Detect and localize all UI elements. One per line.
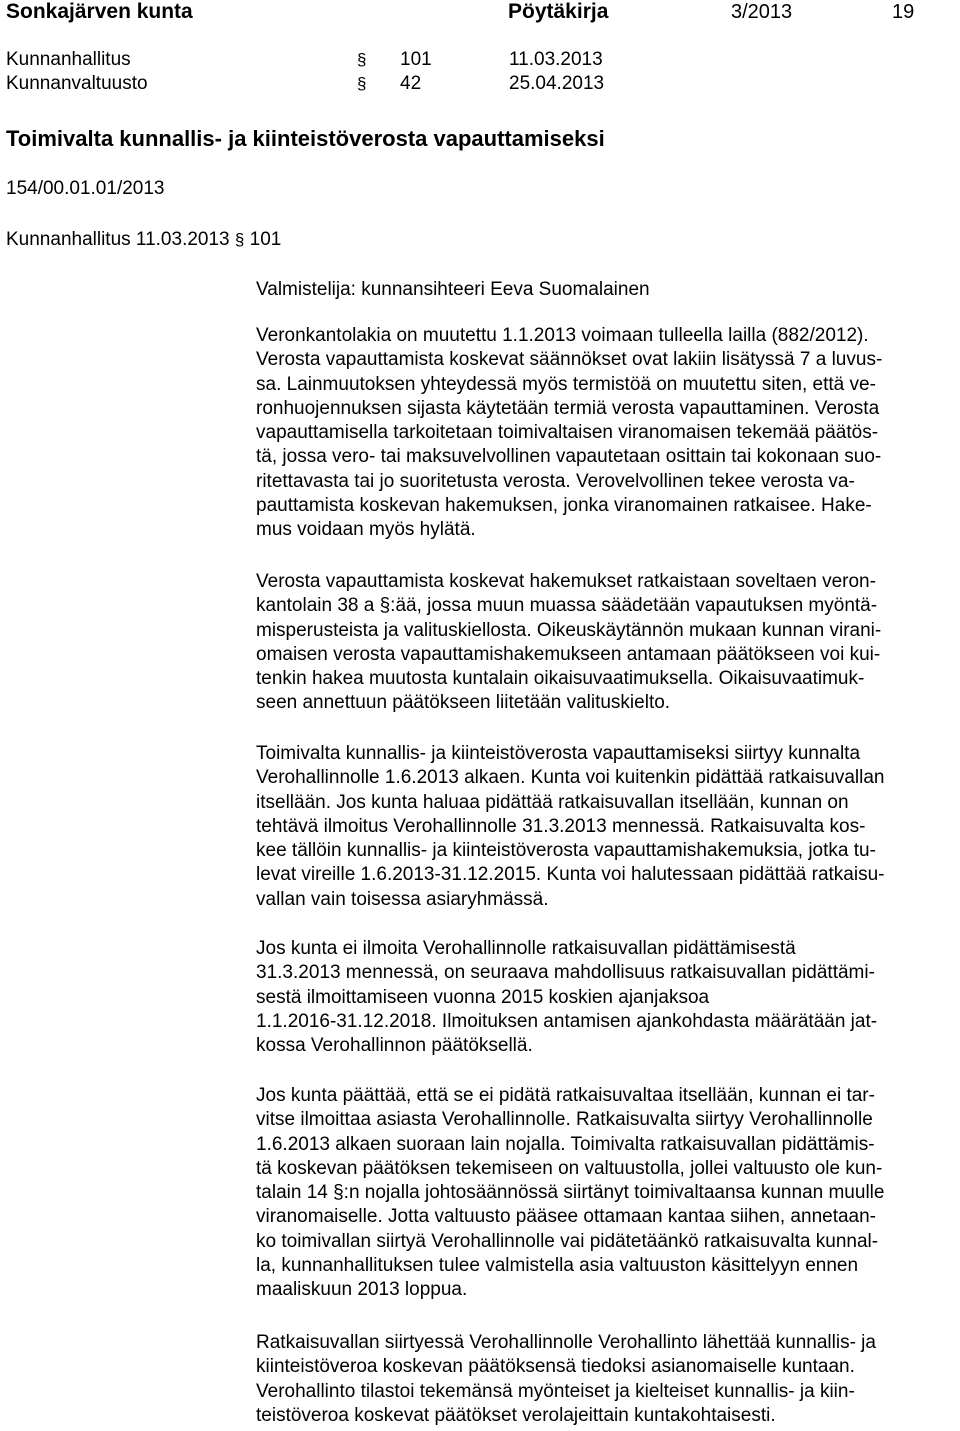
- meeting-date-2: 25.04.2013: [509, 73, 605, 94]
- paragraph-line: sa. Lainmuutoksen yhteydessä myös termistöä on muutettu siten, että ve-: [256, 373, 876, 395]
- paragraph-line: tä, jossa vero- tai maksuvelvollinen vapautetaan osittain tai kokonaan suo-: [256, 446, 882, 468]
- paragraph-line: misperusteista ja valituskiellosta. Oikeuskäytännön mukaan kunnan virani-: [256, 619, 882, 641]
- paragraph-line: 1.6.2013 alkaen suoraan lain nojalla. Toimivalta ratkaisuvallan pidättämis-: [256, 1133, 875, 1155]
- meeting-section-2: 42: [400, 73, 422, 94]
- paragraph-line: Verosta vapauttamista koskevat hakemukset ratkaistaan soveltaen veron-: [256, 571, 876, 592]
- paragraph-line: ko toimivallan siirtyä Verohallinnolle vai pidätetäänkö ratkaisuvalta kunnal-: [256, 1230, 879, 1252]
- paragraph-line: Verohallinnolle 1.6.2013 alkaen. Kunta voi kuitenkin pidättää ratkaisuvallan: [256, 767, 885, 789]
- paragraph-line: tehtävä ilmoitus Verohallinnolle 31.3.2013 mennessä. Ratkaisuvalta kos-: [256, 815, 866, 837]
- paragraph-line: vitse ilmoittaa asiasta Verohallinnolle. Ratkaisuvalta siirtyy Verohallinnolle: [256, 1109, 873, 1131]
- paragraph-line: sestä ilmoittamiseen vuonna 2015 koskien ajanjaksoa: [256, 986, 710, 1008]
- paragraph-line: vapauttamisella tarkoitetaan toimivaltaisen viranomaisen tekemää päätös-: [256, 422, 879, 444]
- paragraph-line: kossa Verohallinnon päätöksellä.: [256, 1035, 533, 1057]
- paragraph-line: Veronkantolakia on muutettu 1.1.2013 voimaan tulleella lailla (882/2012).: [256, 325, 869, 346]
- paragraph-line: seen annettuun päätökseen liitetään valituskielto.: [256, 692, 671, 714]
- paragraph-line: ritettavasta tai jo suoritetusta verosta. Verovelvollinen tekee verosta va-: [256, 470, 855, 492]
- paragraph-line: Verohallinto tilastoi tekemänsä myönteiset ja kielteiset kunnallis- ja kiin-: [256, 1380, 855, 1402]
- meeting-body-2: Kunnanvaltuusto: [6, 73, 148, 94]
- meeting-section-1: 101: [400, 49, 432, 70]
- page-number: 19: [892, 1, 915, 23]
- paragraph-line: mus voidaan myös hylätä.: [256, 519, 476, 541]
- paragraph-line: Jos kunta ei ilmoita Verohallinnolle ratkaisuvallan pidättämisestä: [256, 938, 796, 959]
- meeting-body-1: Kunnanhallitus: [6, 49, 131, 70]
- paragraph-3: [256, 742, 884, 912]
- paragraph-line: kee tällöin kunnallis- ja kiinteistöverosta vapauttamishakemuksia, jotka tu-: [256, 840, 876, 862]
- paragraph-line: tenkin hakea muutosta kuntalain oikaisuvaatimuksella. Oikaisuvaatimuk-: [256, 668, 865, 690]
- section-icon: §: [357, 50, 367, 69]
- paragraph-line: kantolain 38 a §:ää, jossa muun muassa säädetään vapautuksen myöntä-: [256, 595, 878, 617]
- document-type: Pöytäkirja: [508, 0, 609, 23]
- section-icon: §: [357, 74, 367, 93]
- paragraph-line: Ratkaisuvallan siirtyessä Verohallinnolle Verohallinto lähettää kunnallis- ja: [256, 1332, 876, 1353]
- paragraph-line: maaliskuun 2013 loppua.: [256, 1279, 468, 1301]
- paragraph-line: tä koskevan päätöksen tekemiseen on valtuustolla, jollei valtuusto ole kun-: [256, 1157, 883, 1179]
- paragraph-line: teistöveroa koskevat päätökset verolajeittain kuntakohtaisesti.: [256, 1404, 776, 1426]
- paragraph-1: [256, 324, 882, 543]
- paragraph-line: 1.1.2016-31.12.2018. Ilmoituksen antamisen ajankohdasta määrätään jat-: [256, 1010, 878, 1032]
- paragraph-line: pauttamista koskevan hakemuksen, jonka viranomainen ratkaisee. Hake-: [256, 495, 872, 517]
- paragraph-6: [256, 1331, 876, 1428]
- section-icon: §: [234, 230, 245, 249]
- meeting-reference-text: Kunnanhallitus 11.03.2013: [6, 229, 230, 250]
- paragraph-line: Toimivalta kunnallis- ja kiinteistöverosta vapauttamiseksi siirtyy kunnalta: [256, 743, 861, 764]
- paragraph-line: Jos kunta päättää, että se ei pidätä ratkaisuvaltaa itsellään, kunnan ei tar-: [256, 1085, 875, 1106]
- municipality-name: Sonkajärven kunta: [6, 0, 193, 23]
- paragraph-line: viranomaiselle. Jotta valtuusto pääsee ottamaan kantaa siihen, annetaan-: [256, 1206, 877, 1228]
- meeting-date-1: 11.03.2013: [509, 49, 603, 70]
- paragraph-line: la, kunnanhallituksen tulee valmistella asia valtuuston käsittelyyn ennen: [256, 1255, 859, 1277]
- preparer: Valmistelija: kunnansihteeri Eeva Suomalainen: [256, 279, 650, 300]
- paragraph-line: itsellään. Jos kunta haluaa pidättää ratkaisuvallan itsellään, kunnan on: [256, 791, 849, 813]
- paragraph-2: [256, 570, 881, 716]
- archive-code: 154/00.01.01/2013: [6, 178, 165, 199]
- meeting-reference: [6, 229, 281, 251]
- paragraph-4: [256, 937, 877, 1058]
- paragraph-line: Verosta vapauttamista koskevat säännökset ovat lakiin lisätyssä 7 a luvus-: [256, 349, 883, 371]
- paragraph-line: levat vireille 1.6.2013-31.12.2015. Kunta voi halutessaan pidättää ratkaisu-: [256, 864, 885, 886]
- paragraph-line: vallan vain toisessa asiaryhmässä.: [256, 888, 549, 910]
- paragraph-5: [256, 1084, 884, 1303]
- agenda-title: Toimivalta kunnallis- ja kiinteistöverosta vapauttamiseksi: [6, 126, 605, 151]
- meeting-reference-section: 101: [249, 229, 282, 250]
- document-number: 3/2013: [731, 1, 793, 23]
- paragraph-line: 31.3.2013 mennessä, on seuraava mahdollisuus ratkaisuvallan pidättämi-: [256, 962, 875, 984]
- paragraph-line: talain 14 §:n nojalla johtosäännössä siirtänyt toimivaltaansa kunnan muulle: [256, 1182, 885, 1204]
- paragraph-line: kiinteistöveroa koskevan päätöksensä tiedoksi asianomaiselle kuntaan.: [256, 1356, 855, 1378]
- paragraph-line: omaisen verosta vapauttamishakemukseen antamaan päätökseen voi kui-: [256, 643, 881, 665]
- paragraph-line: ronhuojennuksen sijasta käytetään termiä verosta vapauttaminen. Verosta: [256, 397, 880, 419]
